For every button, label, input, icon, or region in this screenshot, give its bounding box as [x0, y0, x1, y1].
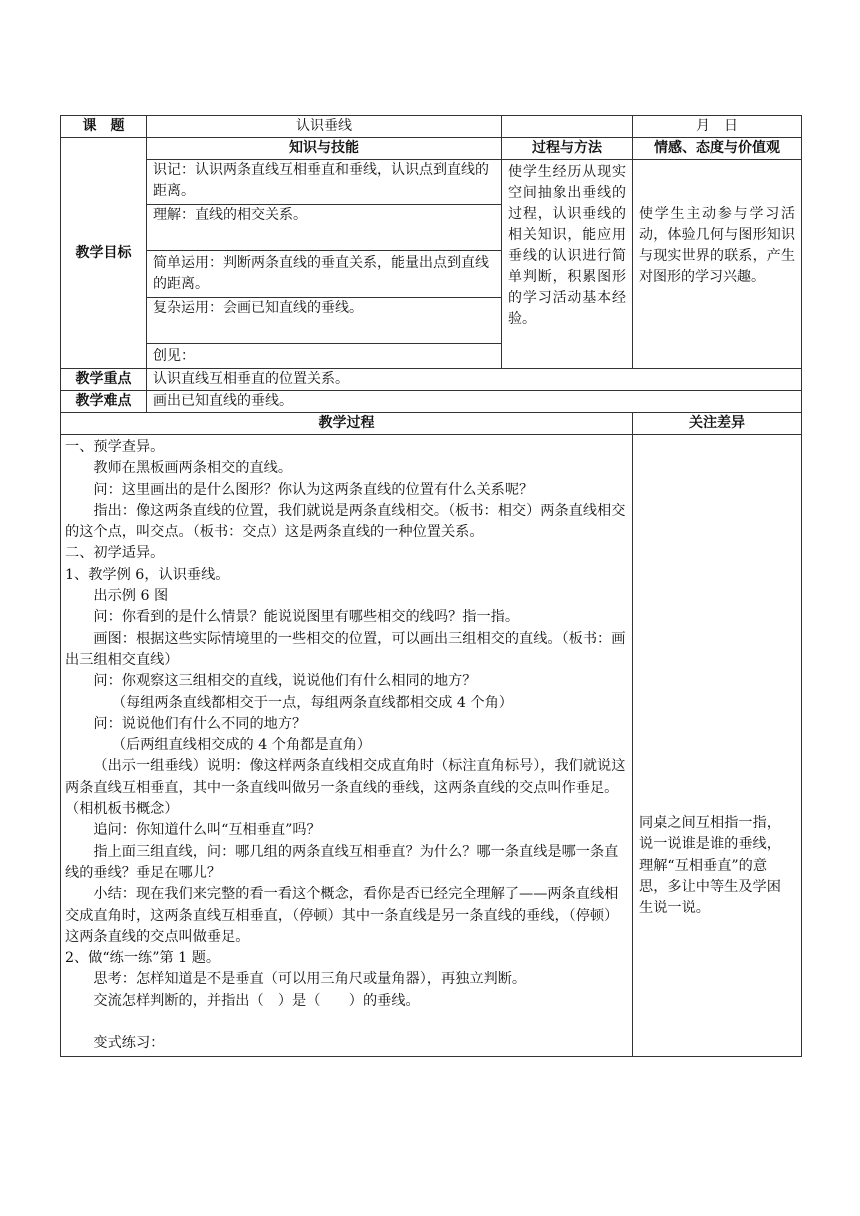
- process-line: 出示例 6 图: [93, 588, 169, 605]
- process-header-row: [61, 413, 802, 435]
- process-line: （出示一组垂线）说明：像这样两条直线相交成直角时（标注直角标号），我们就说这两条直线互相垂直，其中一条直线叫做另一条直线的垂线，这两条直线的交点叫作垂足。（相机板书概念）: [65, 758, 626, 818]
- process-line: 问：你看到的是什么情景？能说说图里有哪些相交的线吗？指一指。: [93, 609, 520, 626]
- process-line: 教师在黑板画两条相交的直线。: [93, 460, 293, 477]
- process-line: 指上面三组直线，问：哪几组的两条直线互相垂直？为什么？哪一条直线是哪一条直线的垂线？垂足在哪儿？: [65, 843, 619, 881]
- goal-row: [61, 160, 802, 205]
- side-note: 同桌之间互相指一指，说一说谁是谁的垂线，理解“互相垂直”的意思，多让中等生及学困生说一说。: [633, 435, 802, 1057]
- emotion-header: 情感、态度与价值观: [633, 138, 802, 160]
- process-line: 2、做“练一练”第 1 题。: [65, 950, 221, 967]
- lesson-plan-table: [60, 115, 802, 1057]
- process-line: （后两组直线相交成的 4 个角都是直角）: [111, 737, 372, 754]
- process-title: 教学过程: [61, 413, 633, 435]
- emotion-value-text: 使学生主动参与学习活动，体验几何与图形知识与现实世界的联系，产生对图形的学习兴趣。: [633, 160, 802, 369]
- goals-header-row: [61, 138, 802, 160]
- process-line: 思考：怎样知道是不是垂直（可以用三角尺或量角器），再独立判断。: [93, 971, 527, 988]
- topic-row: [61, 116, 802, 138]
- topic-value: 认识垂线: [147, 116, 502, 138]
- date-cell: 月 日: [633, 116, 802, 138]
- process-line: 指出：像这两条直线的位置，我们就说是两条直线相交。（板书：相交）两条直线相交的这个点，叫交点。（板书：交点）这是两条直线的一种位置关系。: [65, 502, 626, 541]
- difficulty-row: [61, 391, 802, 413]
- knowledge-header: 知识与技能: [147, 138, 502, 160]
- process-line: 1、教学例 6，认识垂线。: [65, 566, 230, 583]
- process-body: [61, 435, 633, 1057]
- goal-item-complex-apply: 复杂运用：会画已知直线的垂线。: [147, 298, 502, 344]
- process-line: 小结：现在我们来完整的看一看这个概念，看你是否已经完全理解了——两条直线相交成直角时，这两条直线互相垂直，（停顿）其中一条直线是另一条直线的垂线，（停顿）这两条直线的交点叫做垂足。: [65, 886, 619, 945]
- process-body-row: [61, 435, 802, 1057]
- process-line: 画图：根据这些实际情境里的一些相交的位置，可以画出三组相交的直线。（板书：画出三组相交直线）: [65, 630, 626, 668]
- process-line: 追问：你知道什么叫“互相垂直”吗？: [93, 822, 321, 839]
- process-line: （每组两条直线都相交于一点，每组两条直线都相交成 4 个角）: [111, 694, 513, 711]
- key-point-row: [61, 369, 802, 391]
- goals-label: 教学目标: [61, 138, 147, 369]
- key-point-label: 教学重点: [61, 369, 147, 391]
- process-line: 交流怎样判断的，并指出（ ）是（ ）的垂线。: [93, 992, 420, 1009]
- blank-line: [65, 1012, 628, 1033]
- topic-blank-cell: [502, 116, 633, 138]
- goal-item-simple-apply: 简单运用：判断两条直线的垂直关系，能量出点到直线的距离。: [147, 251, 502, 298]
- goal-item-insight: 创见：: [147, 344, 502, 369]
- process-line: 问：说说他们有什么不同的地方？: [93, 715, 307, 732]
- topic-label: 课 题: [61, 116, 147, 138]
- goal-item-recall: 识记：认识两条直线互相垂直和垂线，认识点到直线的距离。: [147, 160, 502, 205]
- process-line: 变式练习：: [93, 1035, 165, 1052]
- difficulty-label: 教学难点: [61, 391, 147, 413]
- side-title: 关注差异: [633, 413, 802, 435]
- process-line: 问：你观察这三组相交的直线，说说他们有什么相同的地方？: [93, 673, 477, 690]
- goal-item-understand: 理解：直线的相交关系。: [147, 205, 502, 251]
- process-line: 一、预学查异。: [65, 439, 165, 455]
- process-line: 问：这里画出的是什么图形？你认为这两条直线的位置有什么关系呢？: [93, 481, 534, 498]
- process-line: 二、初学适异。: [65, 545, 165, 562]
- process-header: 过程与方法: [502, 138, 633, 160]
- process-method-text: 使学生经历从现实空间抽象出垂线的过程，认识垂线的相关知识，能应用垂线的认识进行简单判断，积累图形的学习活动基本经验。: [502, 160, 633, 369]
- key-point-value: 认识直线互相垂直的位置关系。: [147, 369, 802, 391]
- difficulty-value: 画出已知直线的垂线。: [147, 391, 802, 413]
